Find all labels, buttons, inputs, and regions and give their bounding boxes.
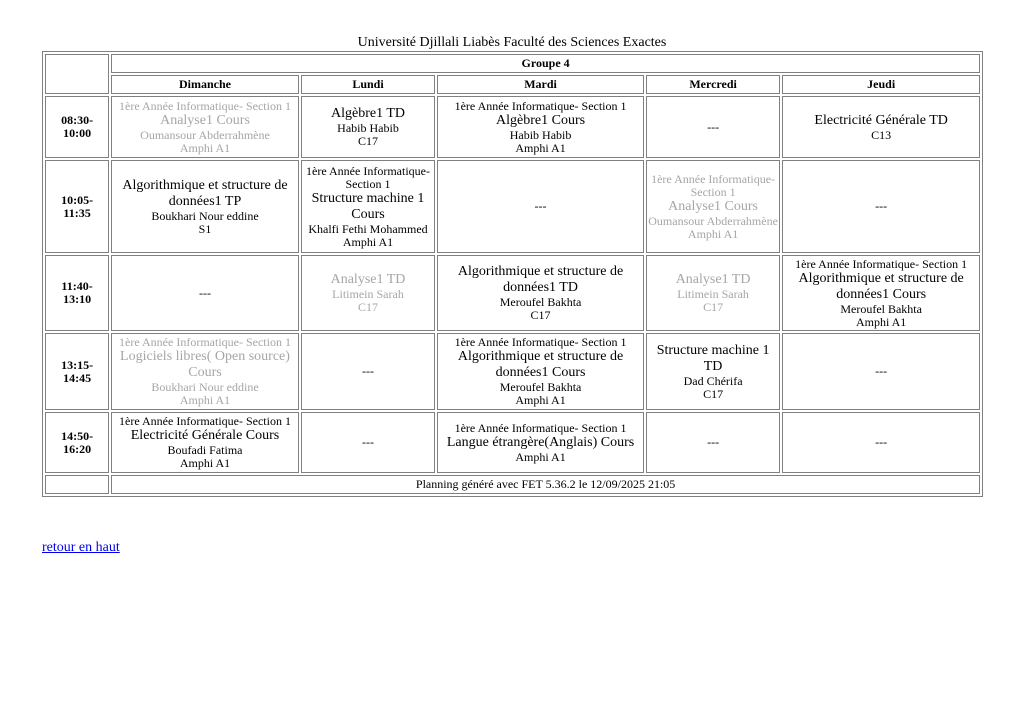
time-slot: 10:05- 11:35 [45,160,109,253]
empty-cell: --- [782,333,980,410]
course-cell: 1ère Année Informatique- Section 1 Analyse1 Cours Oumansour Abderrahmène Amphi A1 [111,96,299,158]
time-slot: 08:30- 10:00 [45,96,109,158]
course-cell: Analyse1 TD Litimein Sarah C17 [646,255,780,331]
empty-cell: --- [301,333,435,410]
course-cell: 1ère Année Informatique- Section 1 Logiciels libres( Open source) Cours Boukhari Nour eddine Amphi A1 [111,333,299,410]
course-cell: 1ère Année Informatique- Section 1 Analyse1 Cours Oumansour Abderrahmène Amphi A1 [646,160,780,253]
course-cell: Algorithmique et structure de données1 TD Meroufel Bakhta C17 [437,255,644,331]
course-cell: 1ère Année Informatique- Section 1 Algorithmique et structure de données1 Cours Meroufel Bakhta Amphi A1 [782,255,980,331]
back-to-top-link[interactable]: retour en haut [42,540,120,555]
course-cell: Analyse1 TD Litimein Sarah C17 [301,255,435,331]
course-cell: 1ère Année Informatique- Section 1 Electricité Générale Cours Boufadi Fatima Amphi A1 [111,412,299,473]
course-cell: Algèbre1 TD Habib Habib C17 [301,96,435,158]
corner-cell [45,54,109,94]
generated-footer: Planning généré avec FET 5.36.2 le 12/09/2025 21:05 [111,475,980,494]
page-caption: Université Djillali Liabès Faculté des Sciences Exactes [357,35,667,50]
course-cell: 1ère Année Informatique- Section 1 Algèbre1 Cours Habib Habib Amphi A1 [437,96,644,158]
course-cell: Electricité Générale TD C13 [782,96,980,158]
empty-cell: --- [782,160,980,253]
course-cell: 1ère Année Informatique- Section 1 Structure machine 1 Cours Khalfi Fethi Mohammed Amphi A1 [301,160,435,253]
empty-cell: --- [782,412,980,473]
day-header-mercredi: Mercredi [646,75,780,94]
day-header-mardi: Mardi [437,75,644,94]
time-slot: 13:15- 14:45 [45,333,109,410]
group-header: Groupe 4 [111,54,980,73]
day-header-dimanche: Dimanche [111,75,299,94]
course-cell: Structure machine 1 TD Dad Chérifa C17 [646,333,780,410]
footer-corner-cell [45,475,109,494]
empty-cell: --- [301,412,435,473]
course-cell: Algorithmique et structure de données1 TP Boukhari Nour eddine S1 [111,160,299,253]
course-cell: 1ère Année Informatique- Section 1 Algorithmique et structure de données1 Cours Meroufel Bakhta Amphi A1 [437,333,644,410]
empty-cell: --- [437,160,644,253]
empty-cell: --- [646,412,780,473]
day-header-jeudi: Jeudi [782,75,980,94]
timetable [42,51,983,497]
time-slot: 11:40- 13:10 [45,255,109,331]
empty-cell: --- [646,96,780,158]
day-header-lundi: Lundi [301,75,435,94]
empty-cell: --- [111,255,299,331]
course-cell: 1ère Année Informatique- Section 1 Langue étrangère(Anglais) Cours Amphi A1 [437,412,644,473]
time-slot: 14:50- 16:20 [45,412,109,473]
